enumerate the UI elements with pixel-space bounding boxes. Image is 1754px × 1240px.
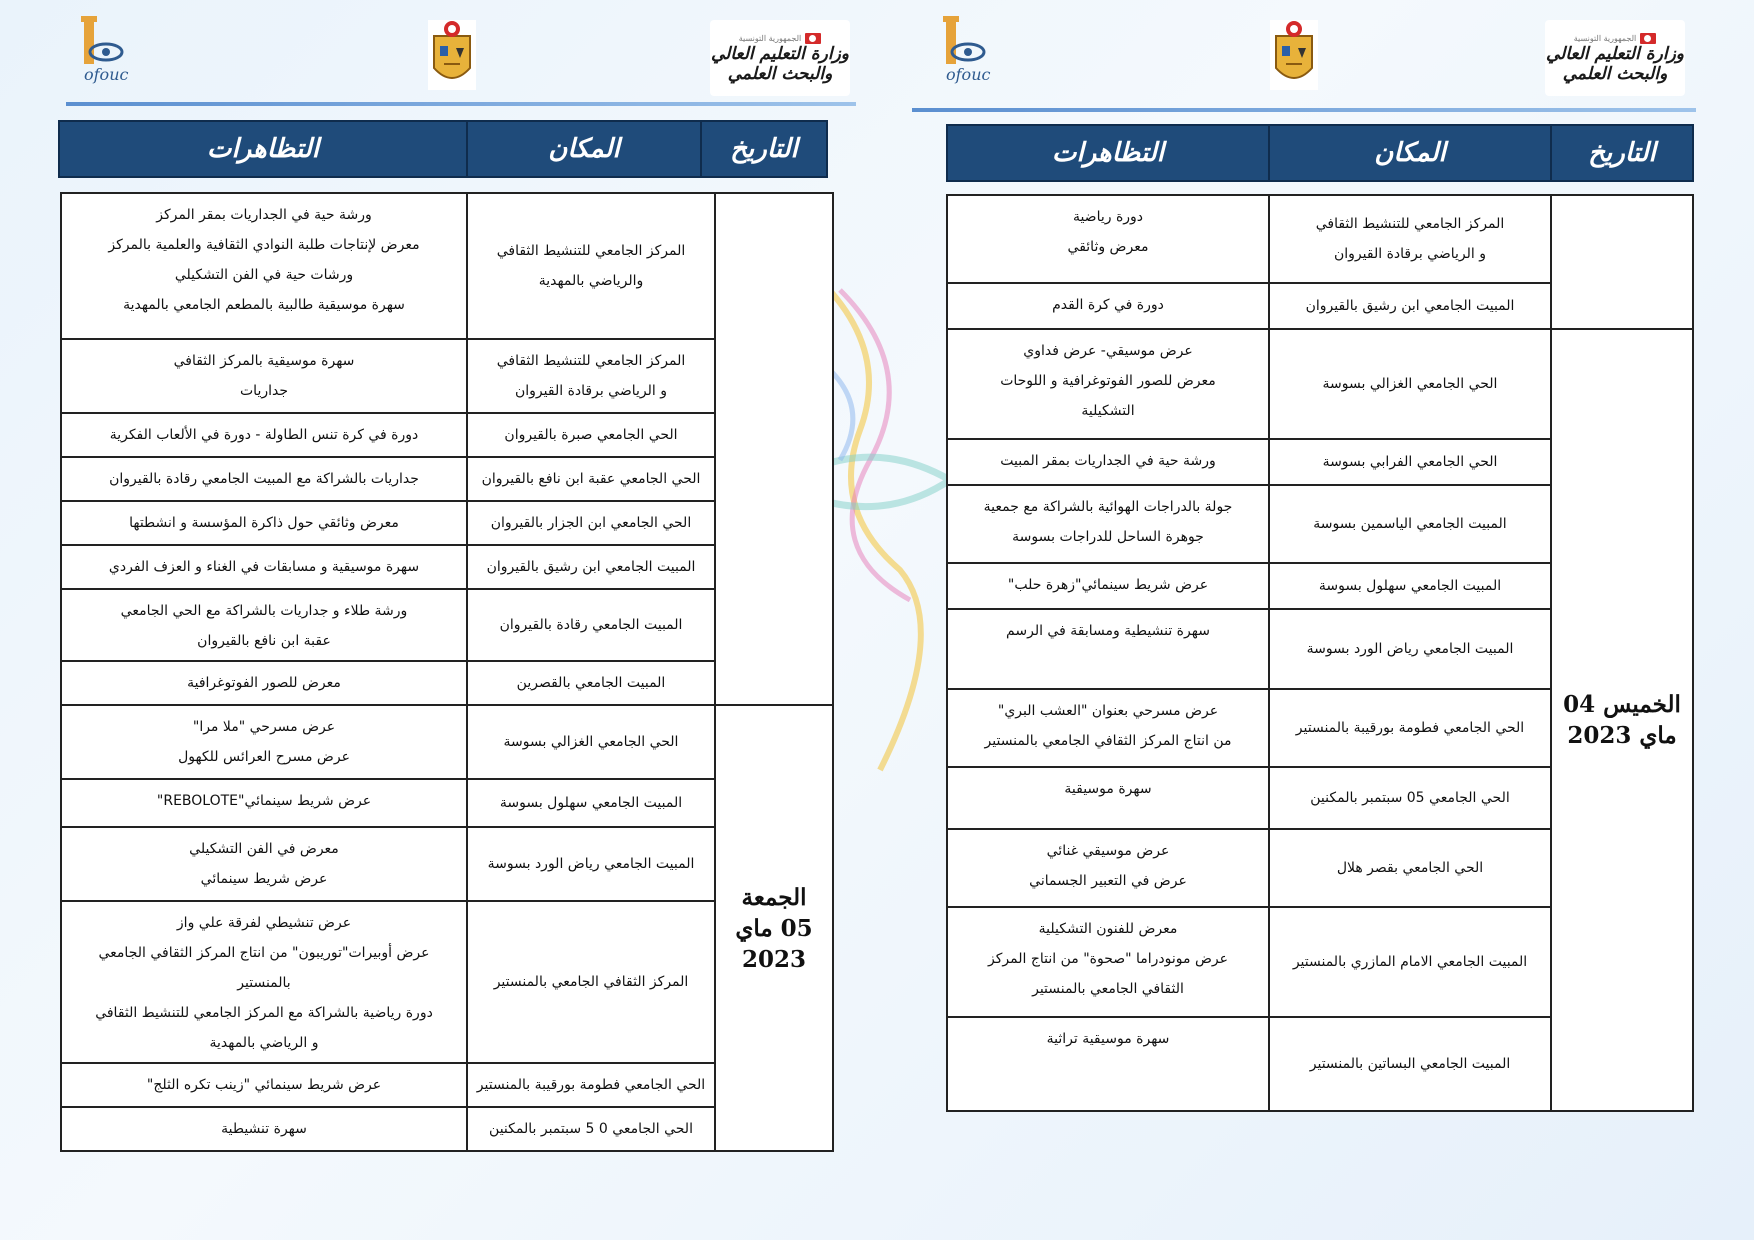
event-line: سهرة موسيقية — [1064, 781, 1152, 797]
events-cell — [61, 705, 467, 779]
event-line: معرض في الفن التشكيلي — [189, 841, 339, 857]
place-line: الحي الجامعي 0 5 سبتمبر بالمكنين — [489, 1121, 693, 1137]
event-line: ورشة طلاء و جداريات بالشراكة مع الحي الجامعي — [120, 603, 408, 619]
place-line: المبيت الجامعي رياض الورد بسوسة — [1306, 641, 1514, 657]
events-cell — [61, 413, 467, 457]
event-line: سهرة موسيقية و مسابقات في الغناء و العزف الفردي — [108, 559, 420, 575]
events-cell — [61, 779, 467, 827]
place-cell — [467, 779, 715, 827]
place-line: الحي الجامعي بقصر هلال — [1336, 860, 1484, 876]
event-line: عرض مونودراما "صحوة" من انتاج المركز — [988, 951, 1228, 967]
event-line: معرض لإنتاجات طلبة النوادي الثقافية والعلمية بالمركز — [108, 237, 420, 253]
ministry-subtitle: الجمهورية التونسية — [738, 33, 802, 43]
event-line: عرض موسيقي غنائي — [1046, 843, 1170, 859]
place-cell — [1269, 609, 1551, 689]
date-cell: الجمعة 05 ماي 2023 — [715, 705, 833, 1151]
schedule-row — [61, 705, 833, 779]
place-cell — [1269, 767, 1551, 829]
events-cell — [61, 1063, 467, 1107]
event-line: دورة في كرة تنس الطاولة - دورة في الألعاب الفكرية — [109, 427, 419, 443]
event-line: جداريات بالشراكة مع المبيت الجامعي رقادة بالقيروان — [109, 471, 419, 487]
schedule-row — [61, 193, 833, 339]
ofouc-logo-text: ofouc — [84, 65, 129, 84]
event-line: جداريات — [240, 383, 288, 399]
event-line: و الرياضي بالمهدية — [209, 1035, 319, 1051]
events-cell — [947, 195, 1269, 283]
place-line: و الرياضي برقادة القيروان — [1334, 246, 1486, 262]
event-line: من انتاج المركز الثقافي الجامعي بالمنستير — [984, 733, 1232, 749]
place-cell — [1269, 689, 1551, 767]
ofouc-eye-logo-icon — [78, 16, 148, 86]
place-line: الحي الجامعي الغزالي بسوسة — [1322, 376, 1498, 392]
events-cell — [61, 545, 467, 589]
event-line: عرض شريط سينمائي "زينب تكره الثلج" — [146, 1077, 382, 1093]
place-line: الحي الجامعي صبرة بالقيروان — [504, 427, 678, 443]
place-line: المركز الجامعي للتنشيط الثقافي — [1315, 216, 1505, 232]
header-place: المكان — [467, 121, 701, 177]
events-cell — [61, 901, 467, 1063]
place-cell — [467, 705, 715, 779]
event-line: دورة رياضية بالشراكة مع المركز الجامعي للتنشيط الثقافي — [95, 1005, 433, 1021]
events-cell — [947, 907, 1269, 1017]
place-cell — [467, 501, 715, 545]
header-bar-right — [946, 124, 1694, 182]
events-cell — [947, 609, 1269, 689]
place-line: الحي الجامعي فطومة بورقيبة بالمنستير — [1295, 720, 1525, 736]
place-cell — [467, 457, 715, 501]
tunisia-emblem-left — [426, 18, 478, 96]
place-line: الحي الجامعي ابن الجزار بالقيروان — [490, 515, 692, 531]
schedule-table-right — [946, 194, 1694, 1112]
date-cell: الخميس 04 ماي 2023 — [1551, 329, 1693, 1111]
event-line: عرض أوبيرات"توريبون" من انتاج المركز الثقافي الجامعي — [98, 945, 430, 961]
ofouc-eye-logo-icon — [940, 16, 1010, 86]
place-cell — [1269, 563, 1551, 609]
place-cell — [467, 901, 715, 1063]
events-cell — [61, 661, 467, 705]
ofouc-logo-left — [78, 16, 148, 90]
events-cell — [947, 1017, 1269, 1111]
events-cell — [947, 329, 1269, 439]
place-line: المركز الجامعي للتنشيط الثقافي — [496, 353, 686, 369]
event-line: جوهرة الساحل للدراجات بسوسة — [1012, 529, 1204, 545]
event-line: ورشات حية في الفن التشكيلي — [174, 267, 354, 283]
events-cell — [61, 1107, 467, 1151]
place-cell — [1269, 485, 1551, 563]
place-cell — [467, 545, 715, 589]
event-line: التشكيلية — [1081, 403, 1135, 419]
place-cell — [467, 1107, 715, 1151]
place-line: الحي الجامعي الفرابي بسوسة — [1322, 454, 1498, 470]
event-line: معرض للصور الفوتوغرافية و اللوحات — [1000, 373, 1216, 389]
place-line: والرياضي بالمهدية — [538, 273, 644, 289]
event-line: دورة في كرة القدم — [1052, 297, 1164, 313]
event-line: عرض تنشيطي لفرقة علي واز — [176, 915, 352, 931]
events-cell — [61, 457, 467, 501]
events-cell — [61, 339, 467, 413]
event-line: ورشة حية في الجداريات بمقر المركز — [156, 207, 372, 223]
event-line: دورة رياضية — [1072, 209, 1144, 225]
event-line: سهرة موسيقية طالبية بالمطعم الجامعي بالمهدية — [123, 297, 405, 313]
ofouc-logo-text: ofouc — [946, 65, 991, 84]
place-line: المبيت الجامعي سهلول بسوسة — [1318, 578, 1502, 594]
place-line: المبيت الجامعي رقادة بالقيروان — [499, 617, 683, 633]
place-line: الحي الجامعي الغزالي بسوسة — [503, 734, 679, 750]
header-events: التظاهرات — [59, 121, 467, 177]
place-line: المركز الثقافي الجامعي بالمنستير — [493, 974, 689, 990]
ministry-name-line2: والبحث العلمي — [1562, 63, 1668, 84]
event-line: عرض شريط سينمائي — [200, 871, 328, 887]
place-line: المركز الجامعي للتنشيط الثقافي — [496, 243, 686, 259]
header-events: التظاهرات — [947, 125, 1269, 181]
place-cell — [1269, 829, 1551, 907]
place-line: و الرياضي برقادة القيروان — [515, 383, 667, 399]
place-cell — [1269, 439, 1551, 485]
place-cell — [1269, 907, 1551, 1017]
event-line: عرض مسرحي بعنوان "العشب البري" — [997, 703, 1219, 719]
event-line: عقبة ابن نافع بالقيروان — [197, 633, 331, 649]
ministry-name-line2: والبحث العلمي — [727, 63, 833, 84]
event-line: سهرة تنشيطية ومسابقة في الرسم — [1006, 623, 1210, 639]
place-line: المبيت الجامعي ابن رشيق بالقيروان — [486, 559, 696, 575]
events-cell — [947, 283, 1269, 329]
event-line: بالمنستير — [237, 975, 291, 991]
events-cell — [61, 193, 467, 339]
place-cell — [467, 589, 715, 661]
events-cell — [947, 767, 1269, 829]
event-line: سهرة تنشيطية — [221, 1121, 307, 1137]
tunisia-flag-icon — [1640, 33, 1656, 44]
event-line: معرض للفنون التشكيلية — [1038, 921, 1178, 937]
header-rule-left — [66, 102, 856, 106]
place-line: المبيت الجامعي بالقصرين — [516, 675, 666, 691]
coat-of-arms-icon — [426, 18, 478, 92]
schedule-table-left — [60, 192, 834, 1152]
header-date: التاريخ — [701, 121, 827, 177]
ministry-logo-right — [1545, 20, 1685, 96]
place-cell — [1269, 195, 1551, 283]
ministry-name-line1: وزارة التعليم العالي — [710, 43, 850, 64]
date-cell — [1551, 195, 1693, 329]
event-line: عرض موسيقي- عرض فداوي — [1023, 343, 1193, 359]
events-cell — [61, 827, 467, 901]
place-line: المبيت الجامعي ابن رشيق بالقيروان — [1305, 298, 1515, 314]
events-cell — [947, 485, 1269, 563]
place-line: المبيت الجامعي الياسمين بسوسة — [1313, 516, 1507, 532]
header-date: التاريخ — [1551, 125, 1693, 181]
header-bar-left — [58, 120, 828, 178]
event-line: سهرة موسيقية بالمركز الثقافي — [173, 353, 355, 369]
events-cell — [61, 501, 467, 545]
event-line: معرض للصور الفوتوغرافية — [187, 675, 341, 691]
schedule-row — [947, 195, 1693, 283]
place-line: المبيت الجامعي رياض الورد بسوسة — [487, 856, 695, 872]
events-cell — [947, 689, 1269, 767]
place-line: المبيت الجامعي الامام المازري بالمنستير — [1292, 954, 1528, 970]
place-cell — [1269, 329, 1551, 439]
event-line: عرض مسرح العرائس للكهول — [178, 749, 350, 765]
event-line: سهرة موسيقية تراثية — [1046, 1031, 1170, 1047]
event-line: معرض وثائقي — [1067, 239, 1149, 255]
place-cell — [467, 827, 715, 901]
events-cell — [947, 439, 1269, 485]
ofouc-logo-right — [940, 16, 1010, 90]
event-line: عرض شريط سينمائي"زهرة حلب" — [1007, 577, 1209, 593]
event-line: ورشة حية في الجداريات بمقر المبيت — [1000, 453, 1216, 469]
event-line: عرض شريط سينمائي"REBOLOTE" — [156, 793, 372, 809]
place-line: الحي الجامعي 05 سبتمبر بالمكنين — [1310, 790, 1510, 806]
ministry-logo-left — [710, 20, 850, 96]
date-cell — [715, 193, 833, 705]
place-cell — [467, 413, 715, 457]
place-cell — [467, 661, 715, 705]
tunisia-emblem-right — [1268, 18, 1320, 96]
event-line: جولة بالدراجات الهوائية بالشراكة مع جمعية — [983, 499, 1233, 515]
coat-of-arms-icon — [1268, 18, 1320, 92]
place-line: الحي الجامعي فطومة بورقيبة بالمنستير — [476, 1077, 706, 1093]
events-cell — [947, 829, 1269, 907]
event-line: عرض مسرحي "ملا مرا" — [192, 719, 336, 735]
ministry-name-line1: وزارة التعليم العالي — [1545, 43, 1685, 64]
place-cell — [467, 193, 715, 339]
header-place: المكان — [1269, 125, 1551, 181]
events-cell — [61, 589, 467, 661]
place-line: المبيت الجامعي سهلول بسوسة — [499, 795, 683, 811]
place-cell — [1269, 1017, 1551, 1111]
event-line: الثقافي الجامعي بالمنستير — [1032, 981, 1184, 997]
event-line: معرض وثائقي حول ذاكرة المؤسسة و انشطتها — [129, 515, 399, 531]
ministry-subtitle: الجمهورية التونسية — [1573, 33, 1637, 43]
place-line: الحي الجامعي عقبة ابن نافع بالقيروان — [481, 471, 701, 487]
header-rule-right — [912, 108, 1696, 112]
events-cell — [947, 563, 1269, 609]
place-line: المبيت الجامعي البساتين بالمنستير — [1309, 1056, 1511, 1072]
tunisia-flag-icon — [805, 33, 821, 44]
place-cell — [1269, 283, 1551, 329]
place-cell — [467, 339, 715, 413]
place-cell — [467, 1063, 715, 1107]
event-line: عرض في التعبير الجسماني — [1029, 873, 1187, 889]
schedule-row — [947, 329, 1693, 439]
